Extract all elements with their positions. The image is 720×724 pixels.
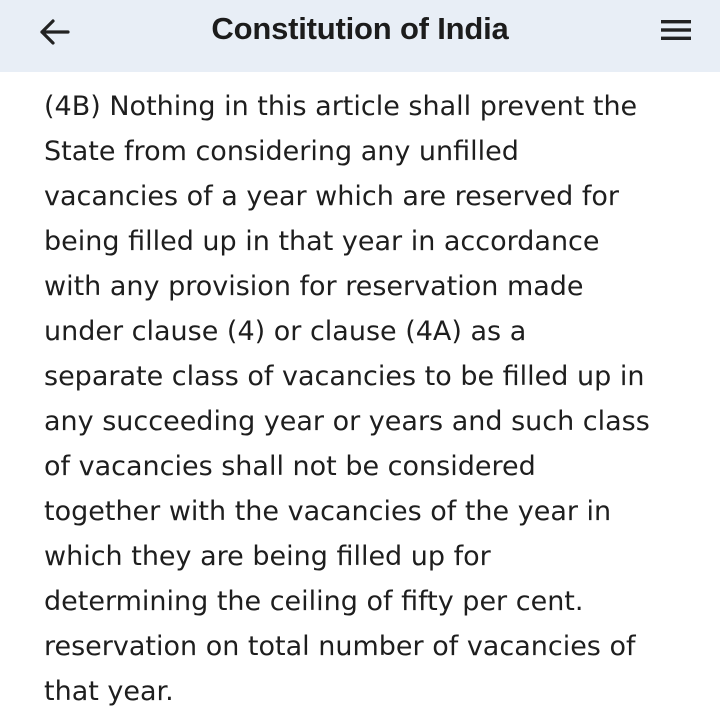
menu-button[interactable] [654, 10, 698, 50]
article-line: reservation on total number of vacancies of [44, 631, 636, 662]
article-line: vacancies of a year which are reserved for [44, 181, 620, 212]
article-line: any succeeding year or years and such class [44, 406, 650, 437]
article-line: which they are being filled up for [44, 541, 491, 572]
article-line: together with the vacancies of the year in [44, 496, 612, 527]
article-line: separate class of vacancies to be filled up in [44, 361, 645, 392]
article-line: State from considering any unfilled [44, 136, 519, 167]
page-title: Constitution of India [211, 11, 509, 46]
article-line: being filled up in that year in accordance [44, 226, 600, 257]
arrow-left-icon [37, 17, 71, 47]
article-line: under clause (4) or clause (4A) as a [44, 316, 527, 347]
back-button[interactable] [30, 12, 78, 52]
article-line: that year. [44, 676, 174, 707]
article-line: with any provision for reservation made [44, 271, 584, 302]
article-text [44, 84, 694, 714]
article-line: of vacancies shall not be considered [44, 451, 536, 482]
article-line: (4B) Nothing in this article shall prevent the [44, 91, 638, 122]
article-line: determining the ceiling of fifty per cent. [44, 586, 584, 617]
app-bar [0, 0, 720, 72]
menu-icon [659, 16, 693, 44]
